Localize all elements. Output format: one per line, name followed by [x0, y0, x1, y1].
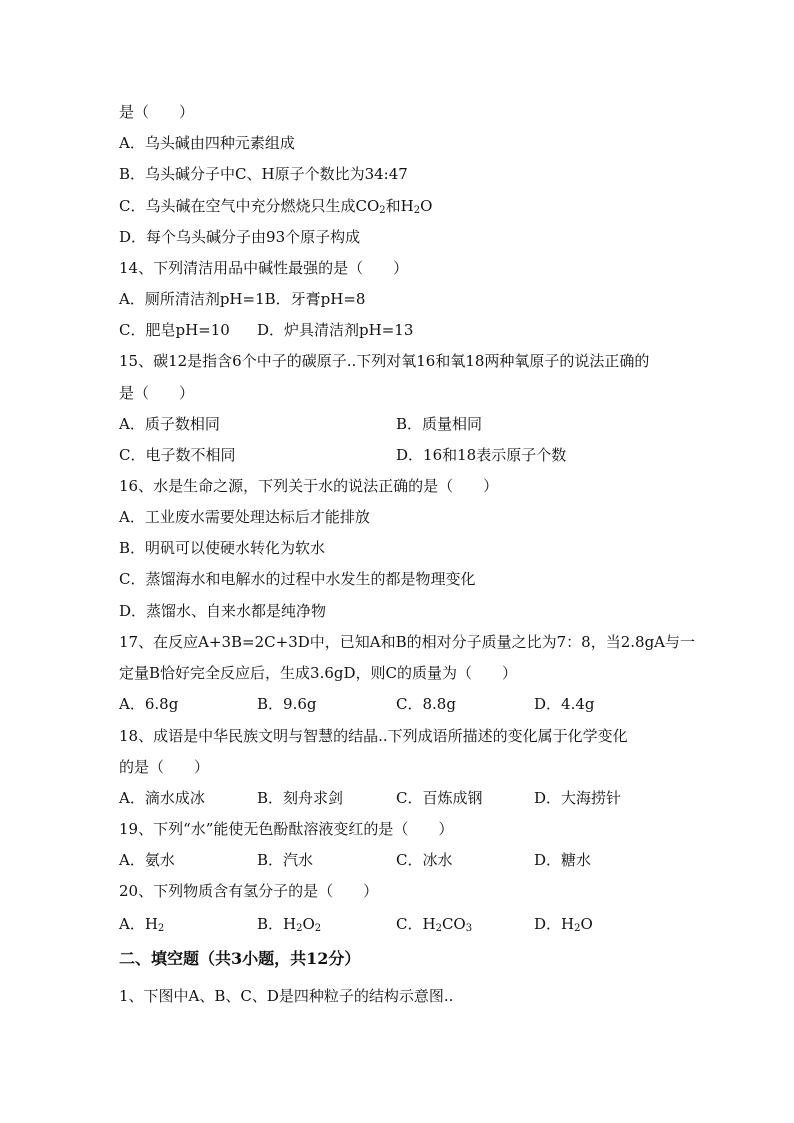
q20-stem: 20、下列物质含有氢分子的是（ ）: [119, 882, 379, 900]
q20-option-c: [396, 914, 472, 934]
q15-option-a: A．质子数相同: [119, 415, 220, 433]
q20-b-sub: 2: [296, 923, 303, 934]
q13-c-sub: 2: [413, 205, 421, 216]
q13-option-b: B．乌头碱分子中C、H原子个数比为34:47: [119, 165, 408, 183]
q13-stem-continuation: 是（ ）: [119, 103, 195, 121]
q15-option-c: C．电子数不相同: [119, 446, 236, 464]
q17-option-c: C．8.8g: [396, 695, 456, 713]
q19-option-a: A．氨水: [119, 851, 175, 869]
q13-c-text: 和H: [385, 197, 414, 215]
q20-d-text: D．H: [534, 915, 575, 933]
q17-stem: 17、在反应A+3B=2C+3D中，已知A和B的相对分子质量之比为7：8，当2.8gA与一: [119, 633, 696, 651]
q13-c-text: C．乌头碱在空气中充分燃烧只生成CO: [119, 197, 380, 215]
q15-stem: 15、碳12是指含6个中子的碳原子..下列对氧16和氧18两种氧原子的说法正确的: [119, 352, 650, 370]
q20-a-sub: 2: [157, 923, 165, 934]
q13-option-c: [119, 196, 432, 216]
q19-stem: 19、下列“水”能使无色酚酞溶液变红的是（ ）: [119, 820, 454, 838]
q20-c-text: C．H: [396, 915, 436, 933]
q20-option-b: [257, 914, 321, 934]
q19-option-d: D．糖水: [534, 851, 592, 869]
q16-option-c: C．蒸馏海水和电解水的过程中水发生的都是物理变化: [119, 570, 476, 588]
q14-stem: 14、下列清洁用品中碱性最强的是（ ）: [119, 259, 409, 277]
q16-option-a: A．工业废水需要处理达标后才能排放: [119, 508, 370, 526]
q20-d-sub: 2: [574, 923, 581, 934]
q14-option-d: D．炉具清洁剂pH=13: [257, 321, 414, 339]
q15-option-d: D．16和18表示原子个数: [396, 446, 567, 464]
q17-option-a: A．6.8g: [119, 695, 179, 713]
q20-d-text: O: [580, 915, 593, 933]
q15-stem: 是（ ）: [119, 384, 195, 402]
q18-option-a: A．滴水成冰: [119, 789, 205, 807]
q16-option-b: B．明矾可以使硬水转化为软水: [119, 539, 326, 557]
q18-stem: 的是（ ）: [119, 758, 210, 776]
q17-option-b: B．9.6g: [257, 695, 317, 713]
q20-option-d: [534, 914, 593, 934]
q20-option-a: [119, 914, 164, 934]
q20-a-text: A．H: [119, 915, 158, 933]
q14-option-ab: A．厕所清洁剂pH=1B．牙膏pH=8: [119, 290, 366, 308]
q18-stem: 18、成语是中华民族文明与智慧的结晶..下列成语所描述的变化属于化学变化: [119, 727, 628, 745]
q14-option-c: C．肥皂pH=10: [119, 321, 230, 339]
fill-question-1: 1、下图中A、B、C、D是四种粒子的结构示意图..: [119, 987, 454, 1005]
q17-stem: 定量B恰好完全反应后，生成3.6gD，则C的质量为（ ）: [119, 664, 517, 682]
section-heading: 二、填空题（共3小题，共12分）: [119, 949, 361, 968]
q18-option-b: B．刻舟求剑: [257, 789, 344, 807]
q20-b-text: O: [302, 915, 315, 933]
q18-option-d: D．大海捞针: [534, 789, 622, 807]
q15-option-b: B．质量相同: [396, 415, 483, 433]
q13-c-sub: 2: [379, 205, 386, 216]
q16-option-d: D．蒸馏水、自来水都是纯净物: [119, 602, 327, 620]
q20-c-text: CO: [441, 915, 466, 933]
q13-c-text: O: [420, 197, 433, 215]
q13-option-a: A．乌头碱由四种元素组成: [119, 134, 295, 152]
q18-option-c: C．百炼成钢: [396, 789, 483, 807]
q20-c-sub: 2: [435, 923, 442, 934]
q20-b-text: B．H: [257, 915, 297, 933]
q13-option-d: D．每个乌头碱分子由93个原子构成: [119, 228, 361, 246]
q20-b-sub: 2: [314, 923, 322, 934]
q16-stem: 16、水是生命之源，下列关于水的说法正确的是（ ）: [119, 477, 499, 495]
q19-option-b: B．汽水: [257, 851, 314, 869]
q17-option-d: D．4.4g: [534, 695, 595, 713]
q20-c-sub: 3: [465, 923, 473, 934]
q19-option-c: C．冰水: [396, 851, 453, 869]
